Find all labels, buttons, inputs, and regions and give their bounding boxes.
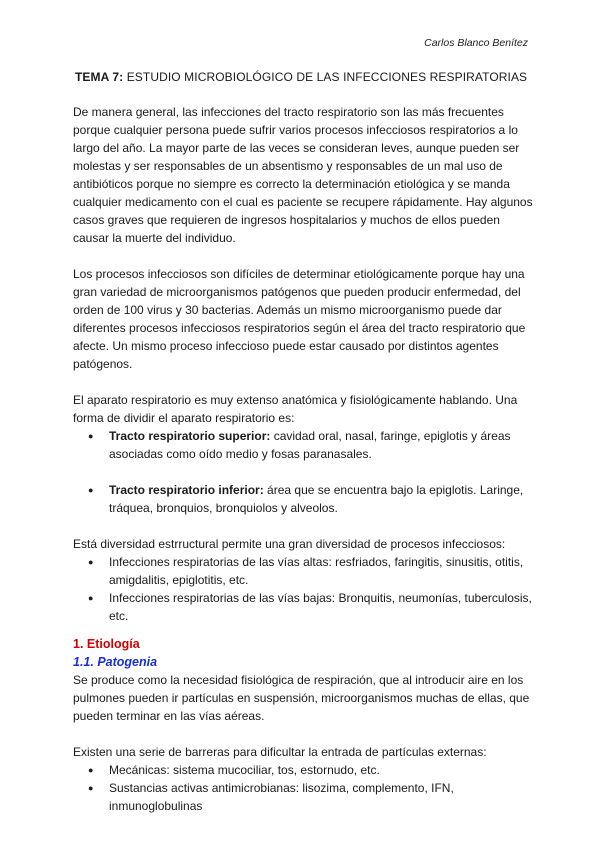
infection-list (73, 553, 533, 625)
document-body (73, 103, 533, 815)
list-item: ● Tracto respiratorio inferior: área que se encuentra bajo la epiglotis. Laringe, tráquea, bronquios, bronquiolos y alveolos. (73, 481, 533, 517)
list-item: ● Infecciones respiratorias de las vías altas: resfriados, faringitis, sinusitis, otitis, amigdalitis, epiglotitis, etc. (73, 553, 533, 589)
tract-term: Tracto respiratorio superior: (109, 429, 271, 443)
tract-list-lower (73, 481, 533, 517)
paragraph-barriers: Existen una serie de barreras para dificultar la entrada de partículas externas: (73, 745, 487, 759)
tract-term: Tracto respiratorio inferior: (109, 483, 264, 497)
author-name: Carlos Blanco Benítez (424, 37, 528, 49)
list-item: ● Tracto respiratorio superior: cavidad oral, nasal, faringe, epiglotis y áreas asociadas como oído medio y fosas paranasales. (73, 427, 533, 463)
tract-list (73, 427, 533, 463)
list-item: ● Infecciones respiratorias de las vías bajas: Bronquitis, neumonías, tuberculosis, etc. (73, 589, 533, 625)
heading-etiologia: 1. Etiología (73, 637, 140, 651)
list-item: ● Mecánicas: sistema mucociliar, tos, estornudo, etc. (73, 761, 533, 779)
heading-patogenia: 1.1. Patogenia (73, 655, 158, 669)
paragraph-diversity: Está diversidad estrructural permite una gran diversidad de procesos infecciosos: (73, 537, 506, 551)
document-title (75, 70, 535, 84)
paragraph-pathogenesis: Se produce como la necesidad fisiológica de respiración, que al introducir aire en los pulmones pueden ir partículas en suspensión, microorganismos muchas de ellas, que pueden terminar en las vías aéreas. (73, 673, 530, 723)
barrier-list (73, 761, 533, 815)
paragraph-intro: De manera general, las infecciones del tracto respiratorio son las más frecuentes porque cualquier persona puede sufrir varios procesos infecciosos respiratorios a lo largo del año. La mayor parte de las veces se consideran leves, aunque pueden ser molestas y ser responsables de un absentismo y responsables de un mal uso de antibióticos porque no siempre es correcto la determinación etiológica y se manda cualquier medicamento con el cual es paciente se recupere rápidamente. Hay algunos casos graves que requieren de ingresos hospitalarios y muchos de ellos pueden causar la muerte del individuo. (73, 105, 533, 245)
paragraph-etiology-difficulty: Los procesos infecciosos son difíciles de determinar etiológicamente porque hay una gran variedad de microorganismos patógenos que pueden producir enfermedad, del orden de 100 virus y 30 bacterias. Además un mismo microorganismo puede dar diferentes procesos infecciosos respiratorios según el área del tracto respiratorio que afecte. Un mismo proceso infeccioso puede estar causado por distintos agentes patógenos. (73, 267, 526, 371)
title-prefix: TEMA 7: (75, 70, 124, 84)
title-text: ESTUDIO MICROBIOLÓGICO DE LAS INFECCIONES RESPIRATORIAS (123, 70, 528, 84)
paragraph-respiratory-division: El aparato respiratorio es muy extenso anatómica y fisiológicamente hablando. Una forma de dividir el aparato respiratorio es: (73, 393, 518, 425)
list-item: ● Sustancias activas antimicrobianas: lisozima, complemento, IFN, inmunoglobulinas (73, 779, 533, 815)
